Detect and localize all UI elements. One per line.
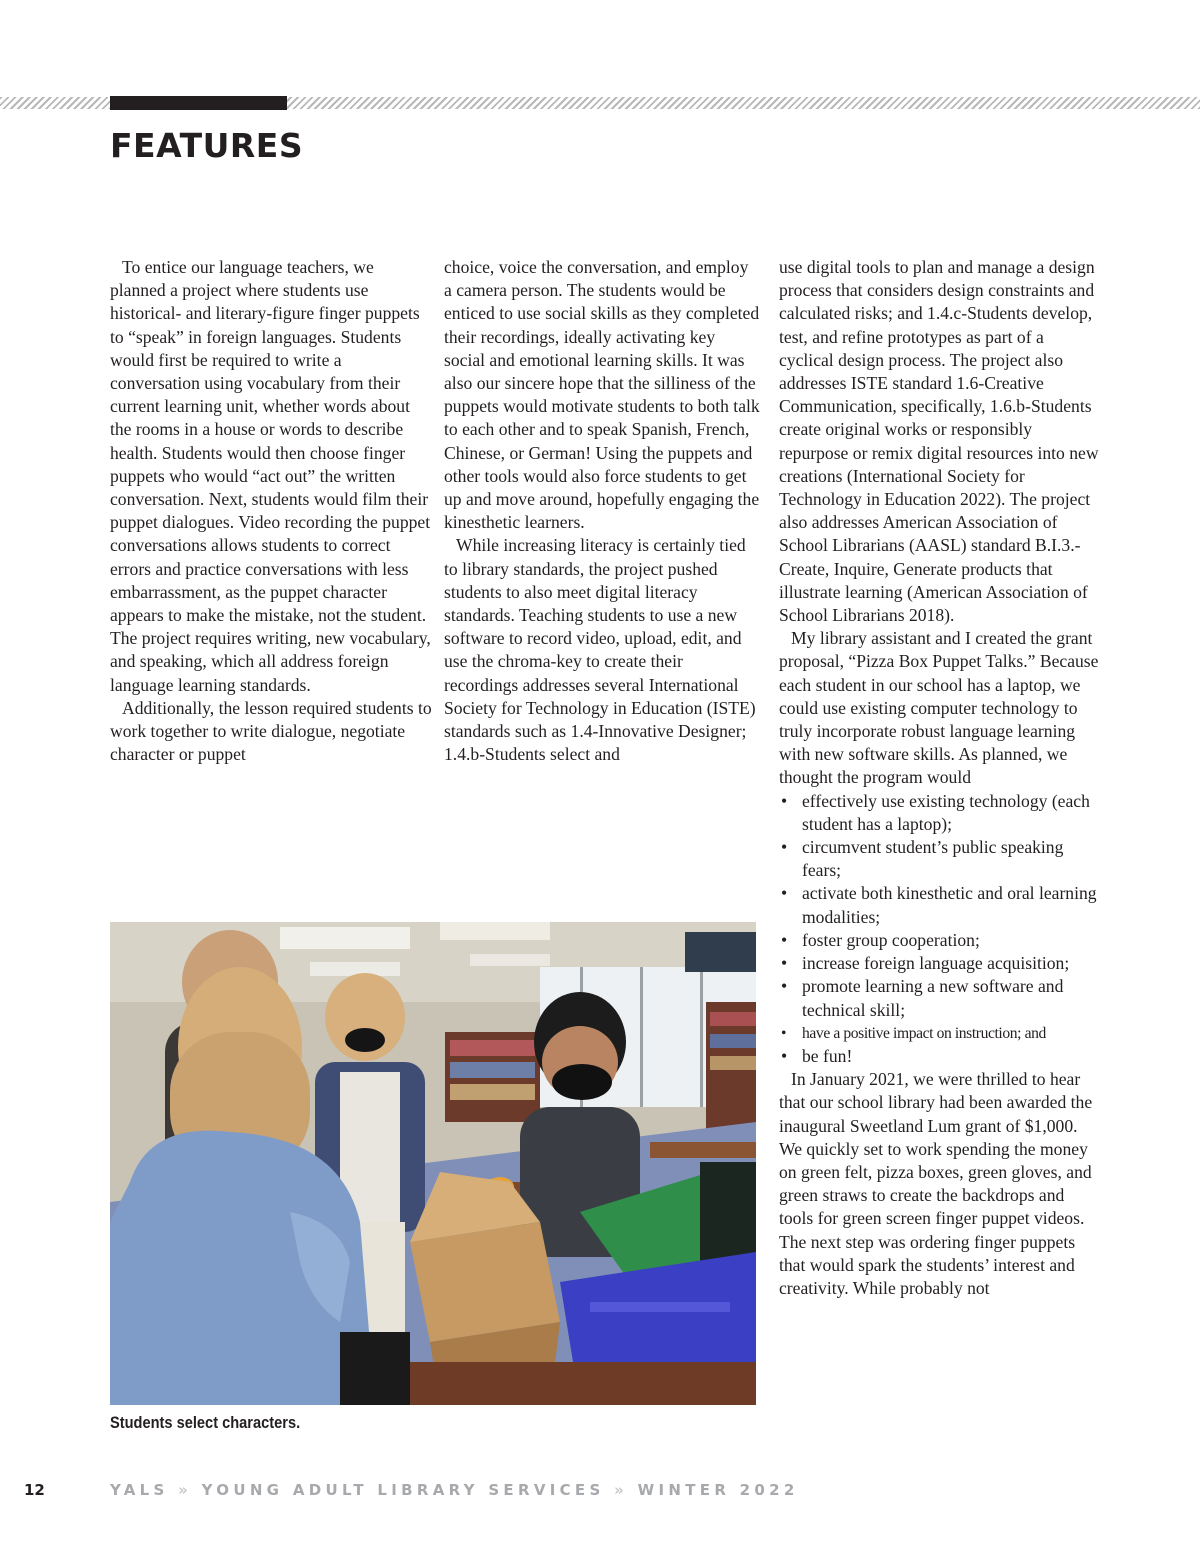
running-footer bbox=[110, 1481, 799, 1499]
list-item: • promote learning a new software and technical skill; bbox=[779, 975, 1099, 1021]
goals-list bbox=[779, 790, 1099, 1068]
section-title: FEATURES bbox=[110, 126, 304, 165]
paragraph: Additionally, the lesson required students to work together to write dialogue, negotiate character or puppet bbox=[110, 697, 432, 765]
page-number: 12 bbox=[24, 1481, 45, 1499]
photo-caption: Students select characters. bbox=[110, 1413, 301, 1432]
paragraph: To entice our language teachers, we planned a project where students use historical- and literary-figure finger puppets to “speak” in foreign languages. Students would first be required to write a conversation using vocabulary from their current learning unit, whether words about the rooms in a house or words to describe health. Students would then choose finger puppets who would “act out” the written conversation. Next, students would film their puppet dialogues. Video recording the puppet conversations allows students to correct errors and practice conversations with less embarrassment, as the puppet character appears to make the mistake, not the student. The project requires writing, new vocabulary, and speaking, which all address foreign language learning standards. bbox=[110, 257, 431, 695]
students-photo bbox=[110, 922, 756, 1405]
paragraph: choice, voice the conversation, and employ a camera person. The students would be enticed to use social skills as they completed their recordings, ideally activating key social and emotional learning skills. It was also our sincere hope that the silliness of the puppets would motivate students to both talk to each other and to speak Spanish, French, Chinese, or German! Using the puppets and other tools would also force students to get up and move around, hopefully engaging the kinesthetic learners. bbox=[444, 257, 760, 533]
footer-publication-short: YALS bbox=[110, 1481, 169, 1499]
article-column-1 bbox=[110, 256, 432, 766]
list-item: • increase foreign language acquisition; bbox=[779, 952, 1099, 975]
list-item: • activate both kinesthetic and oral learning modalities; bbox=[779, 882, 1099, 928]
paragraph: While increasing literacy is certainly tied to library standards, the project pushed students to also meet digital literacy standards. Teaching students to use a new software to record video, upload, edit, and use the chroma-key to create their recordings addresses several International Society for Technology in Education (ISTE) standards such as 1.4-Innovative Designer; 1.4.b-Students select and bbox=[444, 535, 756, 765]
list-item: • effectively use existing technology (each student has a laptop); bbox=[779, 790, 1099, 836]
header-accent-bar bbox=[110, 96, 287, 110]
list-item: • be fun! bbox=[779, 1045, 1099, 1068]
list-item: • circumvent student’s public speaking fears; bbox=[779, 836, 1099, 882]
page-footer bbox=[0, 1478, 1200, 1504]
list-item: • have a positive impact on instruction; and bbox=[779, 1022, 1099, 1045]
article-column-3 bbox=[779, 256, 1099, 1300]
article-column-2 bbox=[444, 256, 760, 766]
paragraph: In January 2021, we were thrilled to hear that our school library had been awarded the inaugural Sweetland Lum grant of $1,000. We quickly set to work spending the money on green felt, pizza boxes, green gloves, and green straws to create the backdrops and tools for green screen finger puppet videos. The next step was ordering finger puppets that would spark the students’ interest and creativity. While probably not bbox=[779, 1069, 1093, 1298]
footer-separator: » bbox=[178, 1481, 193, 1499]
footer-issue: WINTER 2022 bbox=[637, 1481, 799, 1499]
list-item: • foster group cooperation; bbox=[779, 929, 1099, 952]
footer-separator: » bbox=[614, 1481, 629, 1499]
paragraph: My library assistant and I created the grant proposal, “Pizza Box Puppet Talks.” Because each student in our school has a laptop, we could use existing computer technology to truly incorporate robust language learning with new software skills. As planned, we thought the program would bbox=[779, 628, 1099, 788]
footer-publication-full: YOUNG ADULT LIBRARY SERVICES bbox=[201, 1481, 605, 1499]
paragraph: use digital tools to plan and manage a design process that considers design constraints and calculated risks; and 1.4.c-Students develop, test, and refine prototypes as part of a cyclical design process. The project also addresses ISTE standard 1.6-Creative Communication, specifically, 1.6.b-Students create original works or responsibly repurpose or remix digital resources into new creations (International Society for Technology in Education 2022). The project also addresses American Association of School Librarians (AASL) standard B.I.3.-Create, Inquire, Generate products that illustrate learning (American Association of School Librarians 2018). bbox=[779, 257, 1099, 626]
